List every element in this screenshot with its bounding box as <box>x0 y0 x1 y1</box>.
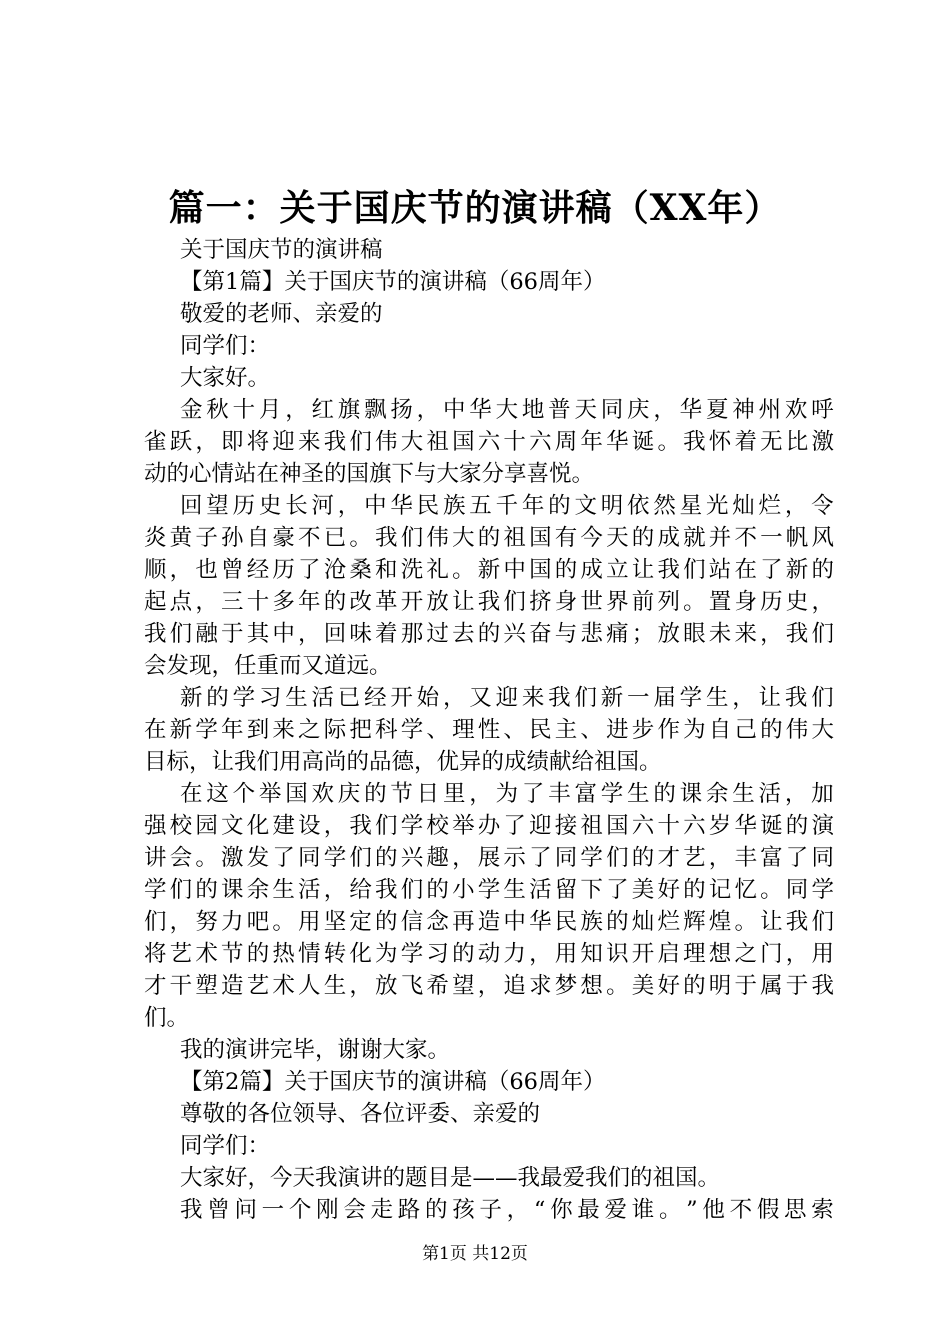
text-line: 我 曾 问 一 个 刚 会 走 路 的 孩 子 ， “ 你 最 爱 谁 。 ” 他 不 假 思 索 <box>180 1197 834 1223</box>
text-line: 顺 ， 也 曾 经 历 了 沧 桑 和 洗 礼 。 新 中 国 的 成 立 让 我 们 站 在 了 新 的 <box>144 557 834 583</box>
text-line: 大家好，今天我演讲的题目是——我最爱我们的祖国。 <box>180 1165 721 1191</box>
page-number-footer: 第1页 共12页 <box>422 1244 528 1264</box>
text-line: 同学们： <box>180 333 271 359</box>
text-line: 同学们： <box>180 1133 271 1159</box>
document-body <box>144 234 834 1226</box>
text-line: 学 们 的 课 余 生 活 ， 给 我 们 的 小 学 生 活 留 下 了 美 好 的 记 忆 。 同 学 <box>144 877 834 903</box>
text-line: 回 望 历 史 长 河 ， 中 华 民 族 五 千 年 的 文 明 依 然 星 光 灿 烂 ， 令 <box>180 493 834 519</box>
text-line: 【第1篇】关于国庆节的演讲稿（66周年） <box>180 269 606 295</box>
text-line: 起 点 ， 三 十 多 年 的 改 革 开 放 让 我 们 挤 身 世 界 前 列 。 置 身 历 史 ， <box>144 589 834 615</box>
text-line: 会发现，任重而又道远。 <box>144 653 392 679</box>
text-line: 我的演讲完毕，谢谢大家。 <box>180 1037 451 1063</box>
text-line: 们。 <box>144 1005 190 1031</box>
text-line: 新 的 学 习 生 活 已 经 开 始 ， 又 迎 来 我 们 新 一 届 学 生 ， 让 我 们 <box>180 685 834 711</box>
text-line: 大家好。 <box>180 365 271 391</box>
text-line: 在 新 学 年 到 来 之 际 把 科 学 、 理 性 、 民 主 、 进 步 作 为 自 己 的 伟 大 <box>144 717 834 743</box>
text-line: 将 艺 术 节 的 热 情 转 化 为 学 习 的 动 力 ， 用 知 识 开 启 理 想 之 门 ， 用 <box>144 941 834 967</box>
text-line: 动的心情站在神圣的国旗下与大家分享喜悦。 <box>144 461 595 487</box>
text-line: 我 们 融 于 其 中 ， 回 味 着 那 过 去 的 兴 奋 与 悲 痛 ； 放 眼 未 来 ， 我 们 <box>144 621 834 647</box>
text-line: 敬爱的老师、亲爱的 <box>180 301 383 327</box>
document-title: 篇一：关于国庆节的演讲稿（XX年） <box>168 187 782 229</box>
text-line: 强 校 园 文 化 建 设 ， 我 们 学 校 举 办 了 迎 接 祖 国 六 十 六 岁 华 诞 的 演 <box>144 813 834 839</box>
text-line: 炎 黄 子 孙 自 豪 不 已 。 我 们 伟 大 的 祖 国 有 今 天 的 成 就 并 不 一 帆 风 <box>144 525 834 551</box>
text-line: 关于国庆节的演讲稿 <box>180 237 383 263</box>
text-line: 目标，让我们用高尚的品德，优异的成绩献给祖国。 <box>144 749 662 775</box>
text-line: 【第2篇】关于国庆节的演讲稿（66周年） <box>180 1069 606 1095</box>
text-line: 在 这 个 举 国 欢 庆 的 节 日 里 ， 为 了 丰 富 学 生 的 课 余 生 活 ， 加 <box>180 781 834 807</box>
text-line: 们 ， 努 力 吧 。 用 坚 定 的 信 念 再 造 中 华 民 族 的 灿 烂 辉 煌 。 让 我 们 <box>144 909 834 935</box>
text-line: 金 秋 十 月 ， 红 旗 飘 扬 ， 中 华 大 地 普 天 同 庆 ， 华 夏 神 州 欢 呼 <box>180 397 834 423</box>
text-line: 讲 会 。 激 发 了 同 学 们 的 兴 趣 ， 展 示 了 同 学 们 的 才 艺 ， 丰 富 了 同 <box>144 845 834 871</box>
text-line: 尊敬的各位领导、各位评委、亲爱的 <box>180 1101 541 1127</box>
text-line: 雀 跃 ， 即 将 迎 来 我 们 伟 大 祖 国 六 十 六 周 年 华 诞 。 我 怀 着 无 比 激 <box>144 429 834 455</box>
text-line: 才 干 塑 造 艺 术 人 生 ， 放 飞 希 望 ， 追 求 梦 想 。 美 好 的 明 于 属 于 我 <box>144 973 834 999</box>
